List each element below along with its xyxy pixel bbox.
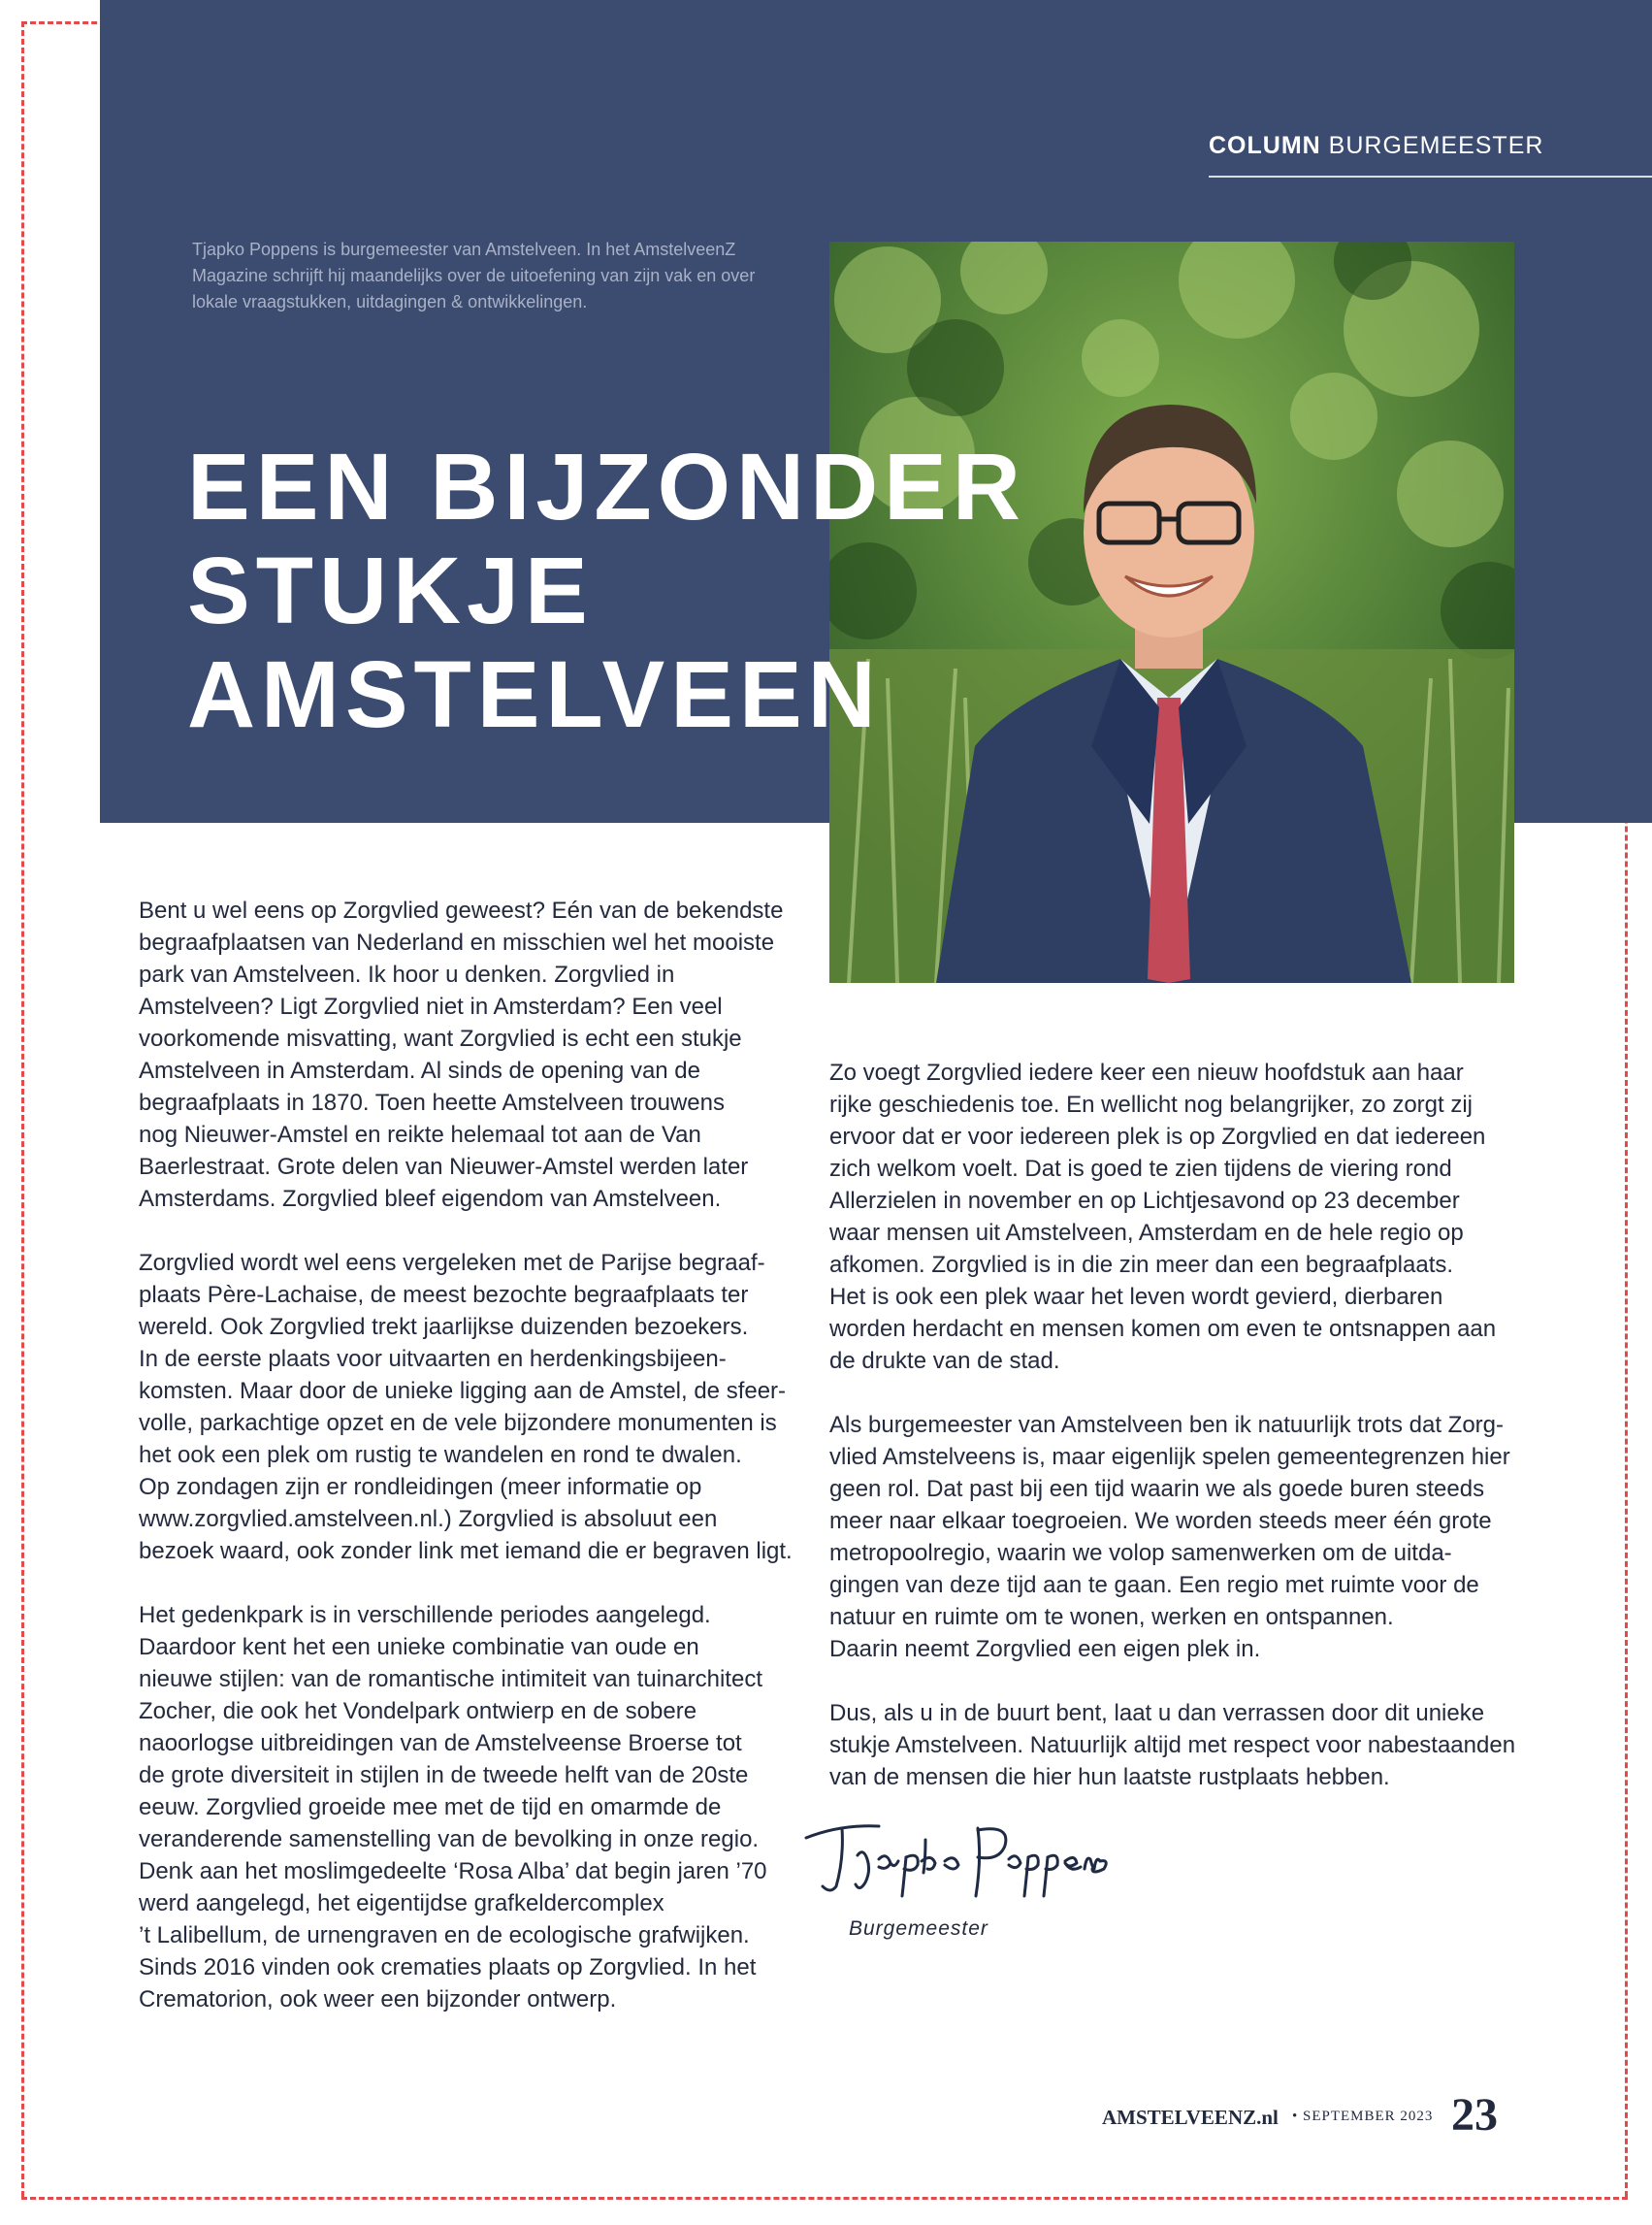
- paragraph: Zo voegt Zorgvlied iedere keer een nieuw hoofdstuk aan haar rijke geschiedenis toe. En wellicht nog belangrijker, zo zorgt zij ervoor dat er voor iedereen plek is op Zorgvlied en dat iedereen zich welkom voelt. Dat is goed te zien tijdens de viering rond Allerzielen in november en op Lichtjesavond op 23 december waar mensen uit Amstelveen, Amsterdam en de hele regio op afkomen. Zorgvlied is in die zin meer dan een begraafplaats. Het is ook een plek waar het leven wordt gevierd, dierbaren worden herdacht en mensen komen om even te ontsnappen aan de drukte van de stad.: [829, 1060, 1497, 1374]
- title-line-1: EEN BIJZONDER: [187, 434, 1026, 540]
- article-column-right: [829, 1057, 1518, 1825]
- magazine-brand: AMSTELVEENZ.nl: [1102, 2106, 1279, 2129]
- issue-date: • SEPTEMBER 2023: [1292, 2109, 1434, 2124]
- section-rule: [1209, 176, 1652, 178]
- cut-line-bottom: [21, 2197, 1628, 2200]
- paragraph: Dus, als u in de buurt bent, laat u dan verrassen door dit unieke stukje Amstelveen. Natuurlijk altijd met respect voor nabestaanden van de mensen die hier hun laatste rustplaats hebben.: [829, 1700, 1516, 1790]
- paragraph: Het gedenkpark is in verschillende periodes aangelegd. Daardoor kent het een unieke combinatie van oude en nieuwe stijlen: van de romantische intimiteit van tuinarchitect Zocher, die ook het Vondelpark ontwierp en de sobere naoorlogse uitbreidingen van de Amstelveense Broerse tot de grote diversiteit in stijlen in de tweede helft van de 20ste eeuw. Zorgvlied groeide mee met de tijd en omarmde de veranderende samenstelling van de bevolking in onze regio. Denk aan het moslimgedeelte ‘Rosa Alba’ dat begin jaren ’70 werd aangelegd, het eigentijdse grafkeldercomplex ’t Lalibellum, de urnengraven en de ecologische grafwijken. Sinds 2016 vinden ook crematies plaats op Zorgvlied. In het Crematorion, ook weer een bijzonder ontwerp.: [139, 1602, 767, 2012]
- title-line-3: AMSTELVEEN: [187, 641, 882, 747]
- section-label-rest: BURGEMEESTER: [1328, 132, 1544, 159]
- section-label-bold: COLUMN: [1209, 132, 1321, 159]
- signature: [801, 1811, 1112, 1898]
- paragraph: Als burgemeester van Amstelveen ben ik natuurlijk trots dat Zorg- vlied Amstelveens is, maar eigenlijk spelen gemeentegrenzen hier geen rol. Dat past bij een tijd waarin we als goede buren steeds meer naar elkaar toegroeien. We worden steeds meer één grote metropoolregio, waarin we volop samenwerken om de uitda- gingen van deze tijd aan te gaan. Een regio met ruimte voor de natuur en ruimte om te wonen, werken en ontspannen. Daarin neemt Zorgvlied een eigen plek in.: [829, 1412, 1510, 1662]
- section-label: [1209, 132, 1543, 160]
- paragraph: Bent u wel eens op Zorgvlied geweest? Eén van de bekendste begraafplaatsen van Nederland en misschien wel het mooiste park van Amstelveen. Ik hoor u denken. Zorgvlied in Amstelveen? Ligt Zorgvlied niet in Amsterdam? Een veel voorkomende misvatting, want Zorgvlied is echt een stukje Amstelveen in Amsterdam. Al sinds de opening van de begraafplaats in 1870. Toen heette Amstelveen trouwens nog Nieuwer-Amstel en reikte helemaal tot aan de Van Baerlestraat. Grote delen van Nieuwer-Amstel werden later Amsterdams. Zorgvlied bleef eigendom van Amstelveen.: [139, 898, 784, 1212]
- article-column-left: [139, 895, 798, 2047]
- article-title: [187, 435, 1026, 746]
- page-number: 23: [1451, 2089, 1498, 2141]
- page-footer: [1102, 2088, 1519, 2146]
- cut-line-left: [21, 21, 24, 2197]
- title-line-2: STUKJE: [187, 538, 594, 643]
- intro-text: Tjapko Poppens is burgemeester van Amstelveen. In het AmstelveenZ Magazine schrijft hij maandelijks over de uitoefening van zijn vak en over lokale vraagstukken, uitdagingen & ontwikkelingen.: [192, 240, 756, 311]
- paragraph: Zorgvlied wordt wel eens vergeleken met de Parijse begraaf- plaats Père-Lachaise, de meest bezochte begraafplaats ter wereld. Ook Zorgvlied trekt jaarlijkse duizenden bezoekers. In de eerste plaats voor uitvaarten en herdenkingsbijeen- komsten. Maar door de unieke ligging aan de Amstel, de sfeer- volle, parkachtige opzet en de vele bijzondere monumenten is het ook een plek om rustig te wandelen en rond te dwalen. Op zondagen zijn er rondleidingen (meer informatie op www.zorgvlied.amstelveen.nl.) Zorgvlied is absoluut een bezoek waard, ook zonder link met iemand die er begraven ligt.: [139, 1250, 793, 1564]
- signature-role: Burgemeester: [849, 1917, 988, 1940]
